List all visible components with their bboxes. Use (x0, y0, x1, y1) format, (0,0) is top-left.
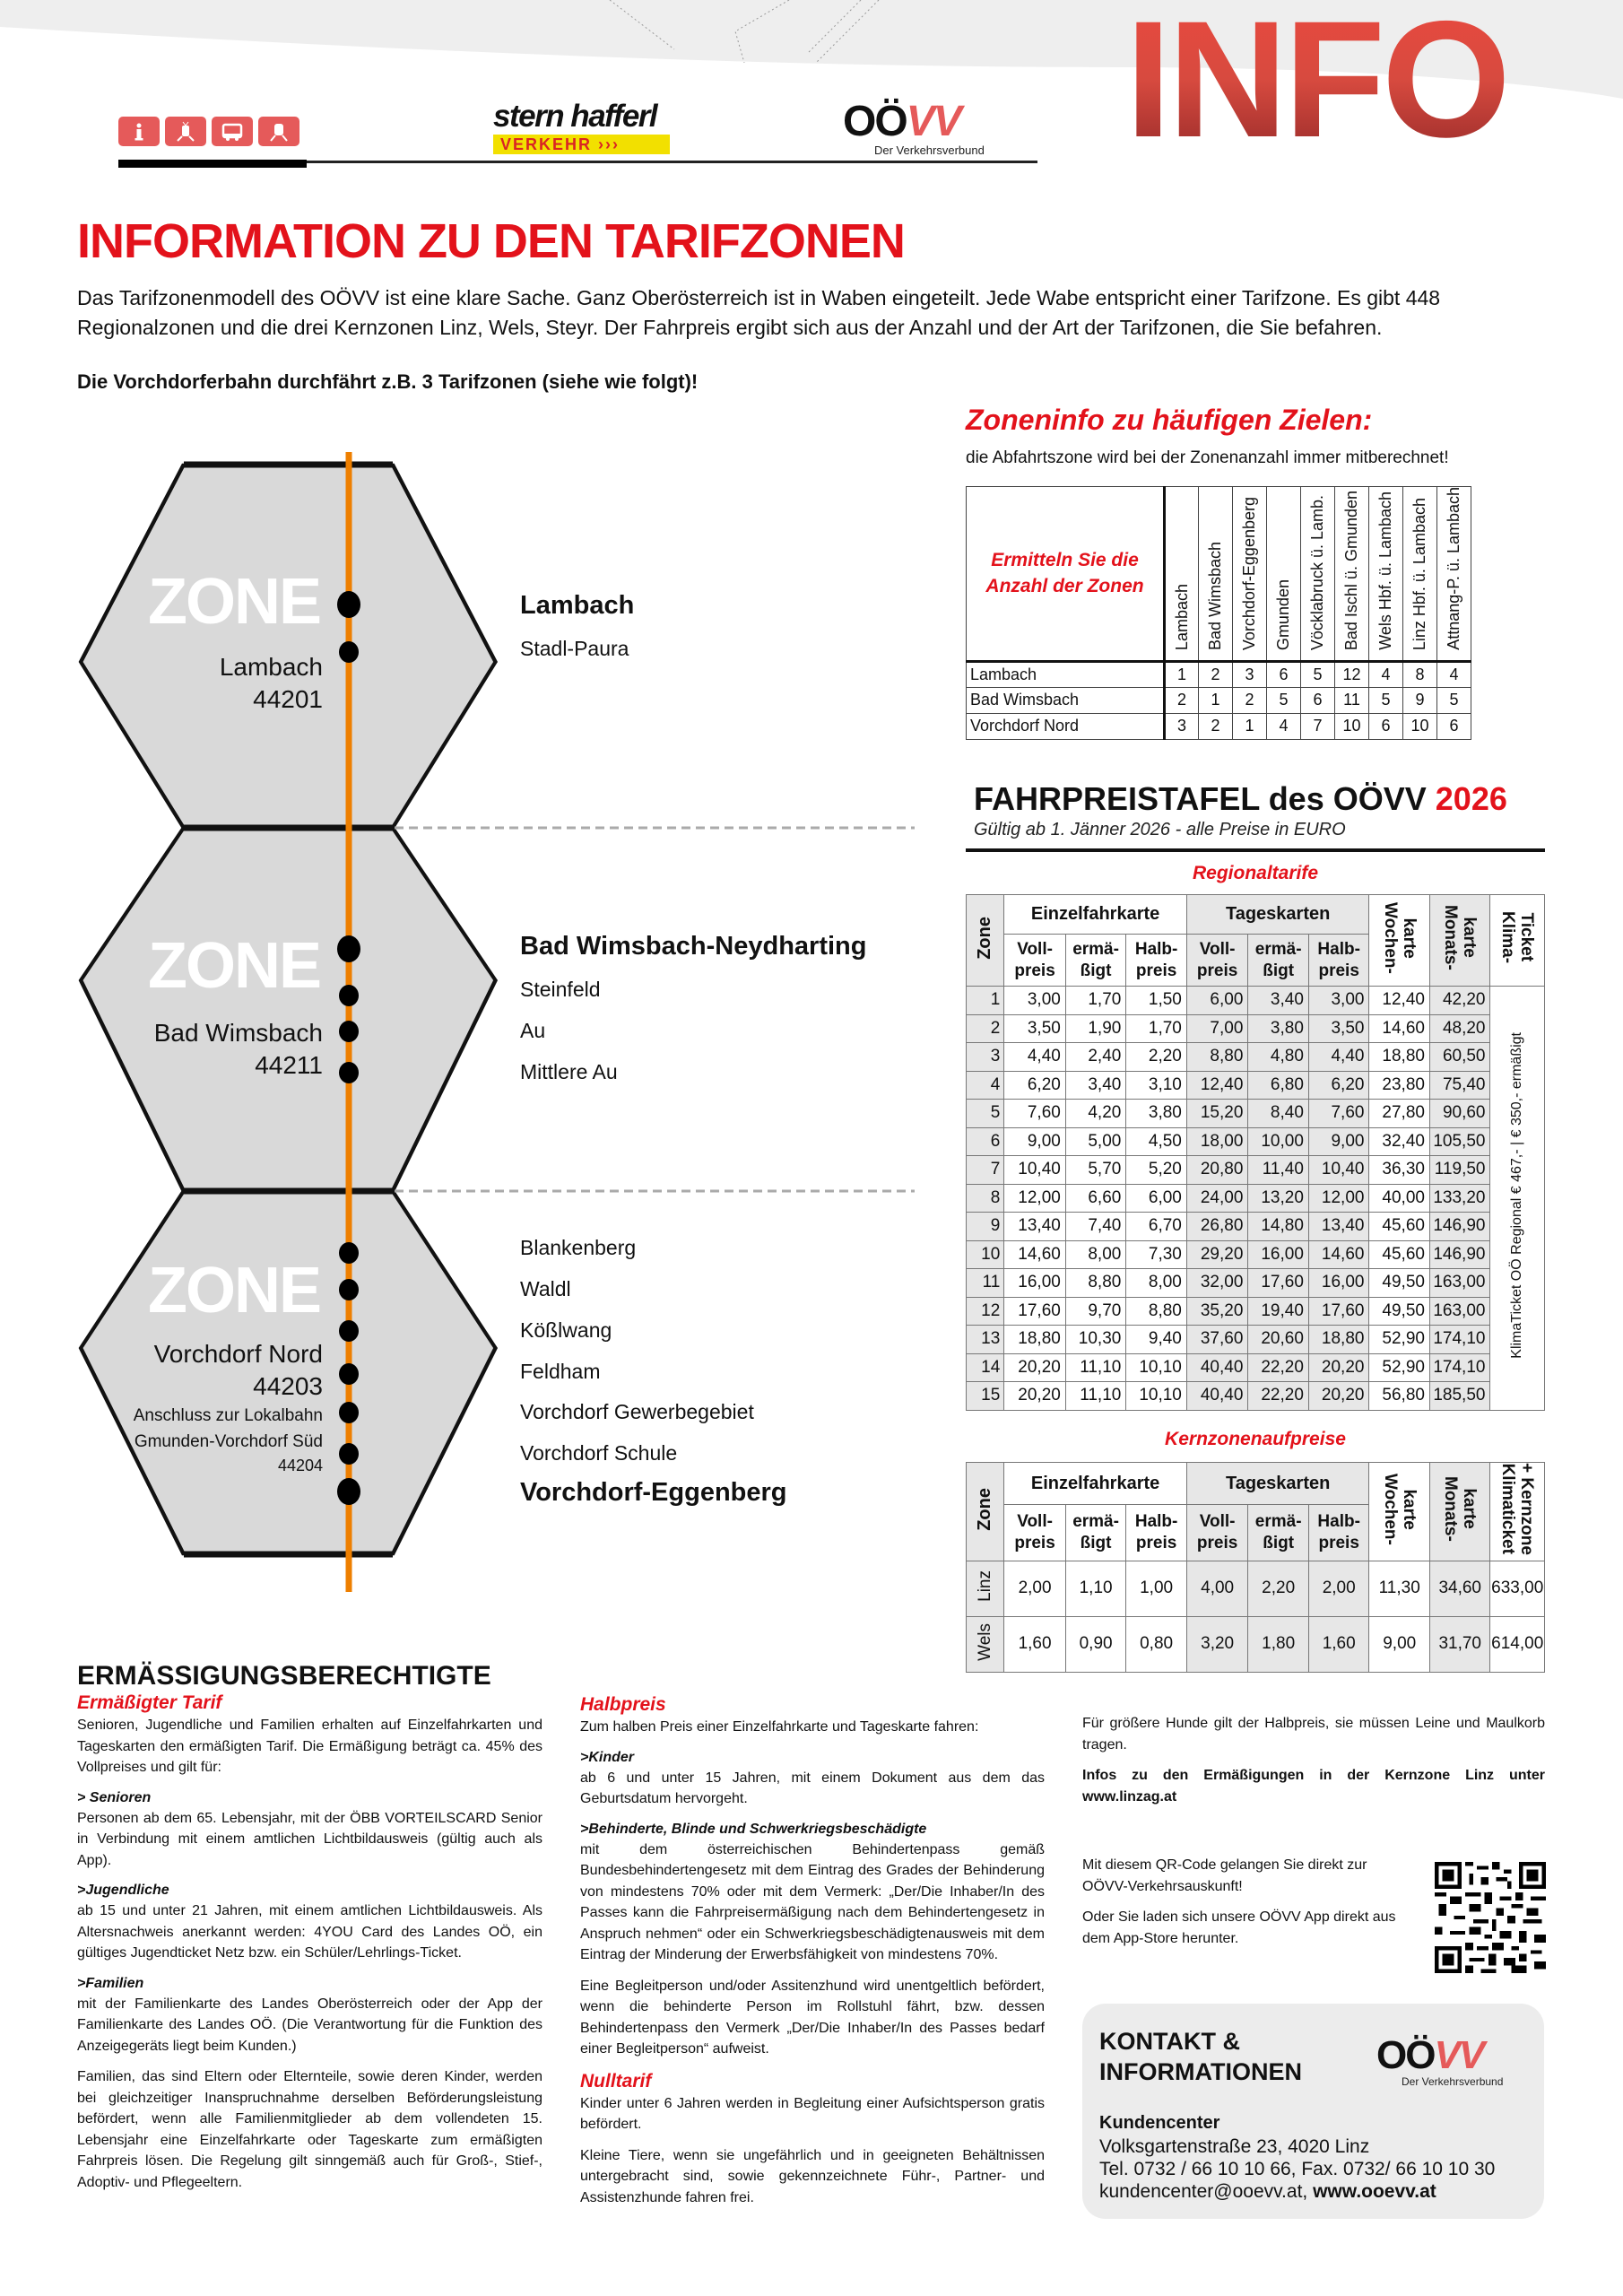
qr-code[interactable] (1435, 1862, 1546, 1973)
header-rule-thin (307, 161, 1037, 163)
zone-label: ZONE (148, 930, 321, 1002)
table-row: Lambach 1 2 3 6 5 12 4 8 4 (967, 661, 1471, 687)
tram-icon (165, 117, 206, 146)
info-wordmark: INFO (1125, 0, 1507, 172)
stop: Vorchdorf Gewerbegebiet (520, 1400, 754, 1423)
fare-table-subtitle: Gültig ab 1. Jänner 2026 - alle Preise in EURO (974, 820, 1346, 839)
regional-title: Regionaltarife (1192, 863, 1319, 883)
customer-center-label: Kundencenter (1099, 2113, 1220, 2133)
intro-example: Die Vorchdorferbahn durchfährt z.B. 3 Tarifzonen (siehe wie folgt)! (77, 370, 699, 393)
core-title: Kernzonenaufpreise (1165, 1429, 1346, 1449)
table-row: Bad Wimsbach 2 1 2 5 6 11 5 9 5 (967, 687, 1471, 713)
stop: Vorchdorf-Eggenberg (520, 1478, 787, 1507)
table-row: Wels 1,60 0,90 0,80 3,20 1,80 1,60 9,00 31,70 614,00 (967, 1616, 1545, 1672)
free-heading: Nulltarif (580, 2070, 652, 2092)
table-row: 5 7,60 4,20 3,80 15,20 8,40 7,60 27,80 90,60 (967, 1100, 1545, 1128)
table-row: 14 20,20 11,10 10,10 40,40 22,20 20,20 52,90 174,10 (967, 1353, 1545, 1382)
stop: Kößlwang (520, 1318, 612, 1342)
pictogram-row (118, 117, 299, 146)
discounts-column-3: Für größere Hunde gilt der Halbpreis, sie müssen Leine und Maulkorb tragen. Infos zu den Ermäßigungen in der Kernzone Linz unter www.linzag.at (1082, 1716, 1545, 1805)
stop: Lambach (520, 591, 635, 620)
discounts-column-1: ERMÄSSIGUNGSBERECHTIGTE Ermäßigter Tarif Senioren, Jugendliche und Familien erhalten auf Einzelfahrkarten und Tageskarten den ermäßigten Tarif. Die Ermäßigung beträgt ca. 45% des Vollpreises und gilt für: > Senioren Personen ab dem 65. Lebensjahr, mit der ÖBB VORTEILSCARD Senior in Verbindung mit einem amtlichen Lichtbildausweis (gültig auch als App). >Jugendliche ab 15 und unter 21 Jahren, mit einem amtlichen Lichtbildausweis. Als Altersnachweis anerkannt werden: 4YOU Card des Landes OÖ, ein gültiges Jugendticket Netz bzw. ein Schüler/Lehrlings-Ticket. >Familien mit der Familienkarte des Landes Oberösterreich oder der App der Familienkarte des Landes OÖ. (Die Verantwortung für die Funktion des Anzeigegeräts liegt beim Kunden.) Familien, das sind Eltern oder Elternteile, sowie deren Kinder, werden bei gleichzeitiger Inanspruchnahme derselben Beförderungsleistung befördert, wenn alle Familienmitglieder ab dem vollendeten 15. Lebensjahr eine Einzelfahrkarte oder Tageskarte zum ermäßigten Fahrpreis lösen. Die Regelung gilt sinngemäß auch für Groß-, Stief-, Adoptiv- und Pflegeeltern. (77, 1661, 542, 2190)
fare-table-title: FAHRPREISTAFEL des OÖVV 2026 (974, 780, 1507, 817)
table-row: 3 4,40 2,40 2,20 8,80 4,80 4,40 18,80 60,50 (967, 1043, 1545, 1072)
table-row: 13 18,80 10,30 9,40 37,60 20,60 18,80 52,90 174,10 (967, 1326, 1545, 1354)
stop: Au (520, 1019, 546, 1042)
table-row: 7 10,40 5,70 5,20 20,80 11,40 10,40 36,30 119,50 (967, 1156, 1545, 1185)
discounts-column-2: Halbpreis Zum halben Preis einer Einzelfahrkarte und Tageskarte fahren: >Kinder ab 6 und unter 15 Jahren, mit einem Dokument aus dem das Geburtsdatum hervorgeht. >Behinderte, Blinde und Schwerkriegsbeschädigte mit dem österreichischen Behindertenpass gemäß Bundesbehindertengesetz mit dem Eintrag des Grades der Behinderung von mindestens 70% oder mit dem Vermerk: „Der/Die Inhaber/In des Passes kann die Fahrpreisermäßigung nach dem Behindertengesetz in Anspruch nehmen“ oder ein Schwerkriegsbeschädigtenausweis mit dem Eintrag der Minderung der Erwerbsfähigkeit von mindestens 70%. Eine Begleitperson und/oder Assitenzhund wird unentgeltlich befördert, wenn die behinderte Person im Rollstuhl fährt, bzw. dessen Behindertenpass den Vermerk „Der/Die Inhaber/In des Passes bedarf einer Begleitperson“ aufweist. Nulltarif Kinder unter 6 Jahren werden in Begleitung einer Aufsichtsperson gratis befördert. Kleine Tiere, wenn sie ungefährlich und in geeigneten Behältnissen untergebracht sind, sowie gekennzeichnete Führ-, Partner- und Assistenzhunde fahren frei. (580, 1694, 1045, 2205)
stop: Vorchdorf Schule (520, 1441, 678, 1465)
table-row: 4 6,20 3,40 3,10 12,40 6,80 6,20 23,80 75,40 (967, 1071, 1545, 1100)
reduced-heading: Ermäßigter Tarif (77, 1692, 222, 1713)
zone-label: ZONE (148, 566, 321, 638)
stop: Bad Wimsbach-Neydharting (520, 932, 867, 961)
website-link[interactable]: www.ooevv.at (1313, 2181, 1436, 2202)
stern-hafferl-logo: stern hafferl VERKEHR ››› (493, 100, 670, 154)
bus-icon (212, 117, 253, 146)
contact-box (1082, 2004, 1544, 2219)
train-icon (258, 117, 299, 146)
table-row: Linz 2,00 1,10 1,00 4,00 2,20 2,00 11,30 34,60 633,00 (967, 1561, 1545, 1616)
table-row: 11 16,00 8,80 8,00 32,00 17,60 16,00 49,50 163,00 (967, 1269, 1545, 1298)
zoneinfo-corner: Ermitteln Sie die Anzahl der Zonen (967, 487, 1165, 662)
half-price-heading: Halbpreis (580, 1694, 666, 1715)
zoneinfo-title: Zoneninfo zu häufigen Zielen: (966, 404, 1373, 436)
qr-text: Mit diesem QR-Code gelangen Sie direkt zur OÖVV-Verkehrsauskunft! Oder Sie laden sich unsere OÖVV App direkt aus dem App-Store herunter. (1082, 1857, 1396, 1946)
stop: Steinfeld (520, 978, 601, 1001)
zone-name: Lambach 44201 (219, 653, 323, 713)
info-icon (118, 117, 160, 146)
stop: Feldham (520, 1360, 601, 1383)
stop: Stadl-Paura (520, 637, 629, 660)
stop: Waldl (520, 1277, 571, 1300)
table-row: 1 3,00 1,70 1,50 6,00 3,40 3,00 12,40 42,20 KlimaTicket OÖ Regional € 467,- | € 350,- ermäßigt (967, 987, 1545, 1015)
table-row: 8 12,00 6,60 6,00 24,00 13,20 12,00 40,00 133,20 (967, 1184, 1545, 1213)
page-title: INFORMATION ZU DEN TARIFZONEN (77, 214, 905, 268)
header-rule-thick (118, 160, 307, 168)
discounts-title: ERMÄSSIGUNGSBERECHTIGTE (77, 1661, 491, 1691)
zone-label: ZONE (148, 1255, 321, 1326)
regional-fare-table: Zone Einzelfahrkarte Tageskarten Wochen- karte Monats- karte Klima- Ticket Voll- preis ermä- ßigt Halb- preis Voll- preis ermä- ßigt Halb- preis 1 3,00 1,70 1,50 6,00 3,40 3,00 12,40 42,20 KlimaTicket OÖ Regional € 467,- | € 350,- ermäßigt 2 3,50 1,90 1,70 7,00 3,80 3,50 14,60 48,20 3 4,40 2,40 2,20 8,80 4,80 4,40 18,80 60,50 4 6,20 3,40 3,10 12,40 6,80 6,20 23,80 75,40 5 7,60 4,20 3,80 15,20 8,40 7,60 27,80 90,60 6 9,00 5,00 4,50 18,00 10,00 9,00 32,40 105,50 7 10,40 5,70 5,20 20,80 11,40 10,40 36,30 119,50 8 12,00 6,60 6,00 24,00 13,20 12,00 40,00 133,20 9 13,40 7,40 6,70 26,80 14,80 13,40 45,60 146,90 10 14,60 8,00 7,30 29,20 16,00 14,60 45,60 146,90 11 16,00 8,80 8,00 32,00 17,60 16,00 49,50 163,00 12 17,60 9,70 8,80 35,20 19,40 17,60 49,50 163,00 13 18,80 10,30 9,40 37,60 20,60 18,80 52,90 174,10 14 20,20 11,10 10,10 40,40 22,20 20,20 52,90 174,10 15 20,20 11,10 10,10 40,40 22,20 20,20 56,80 185,50 (966, 894, 1545, 1411)
phone-link[interactable]: Tel. 0732 / 66 10 10 66, Fax. 0732/ 66 10 10 30 (1099, 2159, 1496, 2179)
zone-name: Bad Wimsbach 44211 (153, 1019, 323, 1079)
table-row: Vorchdorf Nord 3 2 1 4 7 10 6 10 6 (967, 713, 1471, 739)
core-fare-table: Zone Einzelfahrkarte Tageskarten Wochen- karte Monats- karte Klimaticket + Kernzone Voll- preis ermä- ßigt Halb- preis Voll- preis ermä- ßigt Halb- preis Linz 2,00 1,10 1,00 4,00 2,20 2,00 11,30 34,60 633,00 Wels 1,60 0,90 0,80 3,20 1,80 1,60 9,00 31,70 614,00 (966, 1462, 1545, 1673)
table-row: 2 3,50 1,90 1,70 7,00 3,80 3,50 14,60 48,20 (967, 1014, 1545, 1043)
zone-name: Vorchdorf Nord 44203 Anschluss zur Lokalbahn Gmunden-Vorchdorf Süd 44204 (133, 1340, 323, 1474)
table-row: 15 20,20 11,10 10,10 40,40 22,20 20,20 56,80 185,50 (967, 1382, 1545, 1411)
table-row: 9 13,40 7,40 6,70 26,80 14,80 13,40 45,60 146,90 (967, 1213, 1545, 1241)
table-row: 12 17,60 9,70 8,80 35,20 19,40 17,60 49,50 163,00 (967, 1297, 1545, 1326)
klimaticket-note: KlimaTicket OÖ Regional € 467,- | € 350,- ermäßigt (1490, 987, 1545, 1411)
zoneinfo-subtitle: die Abfahrtszone wird bei der Zonenanzahl immer mitberechnet! (966, 448, 1449, 467)
zoneinfo-table: Ermitteln Sie die Anzahl der Zonen Lambach Bad Wimsbach Vorchdorf-Eggenberg Gmunden Vöcklabruck ü. Lamb. Bad Ischl ü. Gmunden Wels Hbf. ü. Lambach Linz Hbf. ü. Lambach Attnang-P. ü. Lambach Lambach 1 2 3 6 5 12 4 8 4 Bad Wimsbach 2 1 2 5 6 11 5 9 5 Vorchdorf Nord 3 2 1 4 7 10 6 10 6 (966, 486, 1471, 740)
ooevv-logo: OÖVV Der Verkehrsverbund (843, 98, 985, 157)
stop: Blankenberg (520, 1236, 637, 1259)
ooevv-logo: OÖVV Der Verkehrsverbund (1376, 2033, 1504, 2088)
stop: Mittlere Au (520, 1060, 618, 1083)
intro-text: Das Tarifzonenmodell des OÖVV ist eine klare Sache. Ganz Oberösterreich ist in Waben eingeteilt. Jede Wabe entspricht einer Tarifzone. Es gibt 448 Regionalzonen und die drei Kernzonen Linz, Wels, Steyr. Der Fahrpreis ergibt sich aus der Anzahl und der Art der Tarifzonen, die Sie befahren. (77, 286, 1441, 339)
contact-title: KONTAKT & INFORMATIONEN (1099, 2028, 1302, 2085)
table-row: 10 14,60 8,00 7,30 29,20 16,00 14,60 45,60 146,90 (967, 1240, 1545, 1269)
divider (966, 848, 1545, 852)
contact-details: Volksgartenstraße 23, 4020 Linz Tel. 0732 / 66 10 10 66, Fax. 0732/ 66 10 10 30 kundencenter@ooevv.at, www.ooevv.at (1099, 2136, 1496, 2202)
table-row: 6 9,00 5,00 4,50 18,00 10,00 9,00 32,40 105,50 (967, 1127, 1545, 1156)
email-link[interactable]: kundencenter@ooevv.at, (1099, 2181, 1308, 2202)
